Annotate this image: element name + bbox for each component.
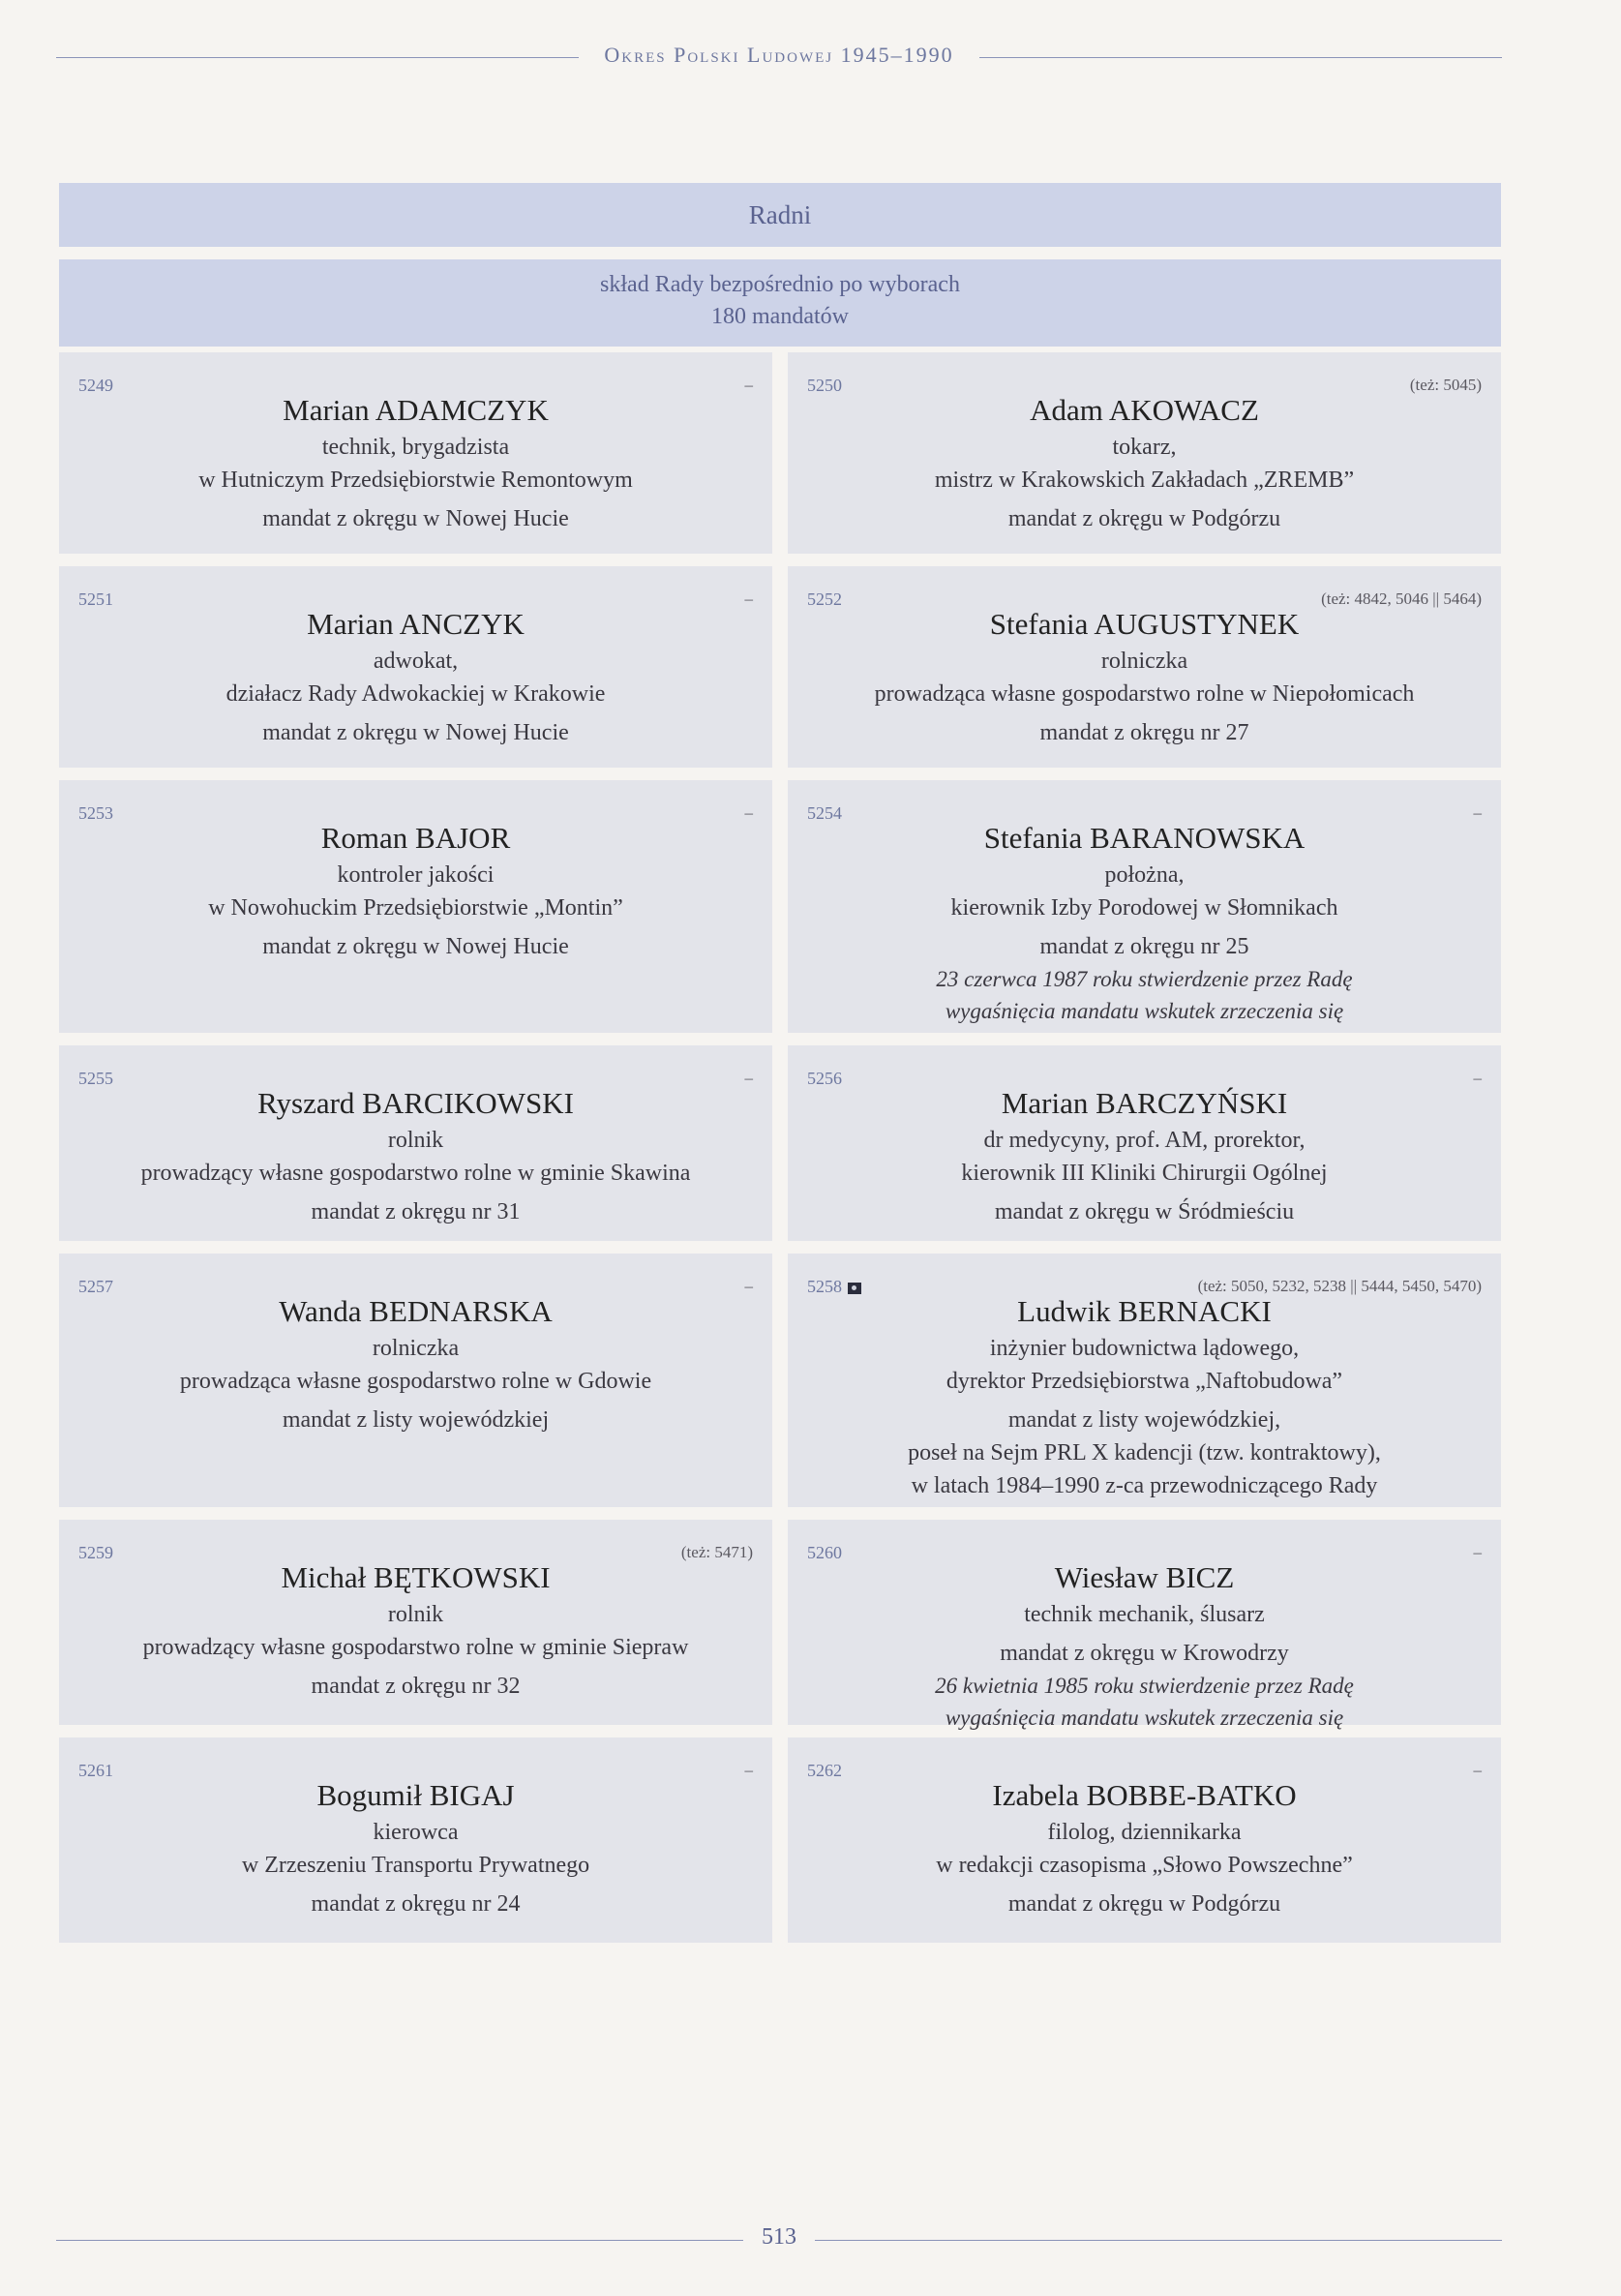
page-number: 513 bbox=[762, 2224, 796, 2250]
entry-number-text: 5250 bbox=[807, 376, 842, 395]
occupation-line: kontroler jakości bbox=[337, 862, 495, 888]
occupation-line: kierownik Izby Porodowej w Słomnikach bbox=[950, 895, 1338, 921]
entry-number-text: 5252 bbox=[807, 589, 842, 609]
entry-number-text: 5261 bbox=[78, 1761, 113, 1780]
mandate-info: mandat z okręgu nr 27 bbox=[1039, 720, 1249, 745]
occupation-line: kierowca bbox=[373, 1820, 459, 1845]
entry-number-text: 5259 bbox=[78, 1543, 113, 1562]
councillor-entry bbox=[788, 1737, 1501, 1943]
councillor-name: Ryszard BARCIKOWSKI bbox=[257, 1086, 574, 1120]
cross-reference: – bbox=[744, 589, 753, 608]
occupation-line: rolniczka bbox=[1100, 649, 1188, 674]
mandate-info: mandat z okręgu w Nowej Hucie bbox=[262, 720, 569, 745]
mandate-info: mandat z listy wojewódzkiej bbox=[282, 1407, 550, 1433]
cross-reference: – bbox=[744, 1761, 753, 1779]
councillor-name: Bogumił BIGAJ bbox=[316, 1778, 515, 1812]
mandate-note: wygaśnięcia mandatu wskutek zrzeczenia się bbox=[945, 1706, 1344, 1730]
occupation-line: technik mechanik, ślusarz bbox=[1024, 1602, 1265, 1627]
cross-reference: – bbox=[1473, 1761, 1482, 1779]
running-head-rule-right bbox=[979, 57, 1502, 58]
occupation-line: położna, bbox=[1104, 862, 1185, 888]
occupation-line: tokarz, bbox=[1112, 435, 1177, 460]
councillor-entry bbox=[59, 1254, 772, 1507]
mandate-info: mandat z okręgu w Śródmieściu bbox=[994, 1199, 1295, 1224]
councillor-name: Adam AKOWACZ bbox=[1030, 393, 1259, 427]
occupation-line: prowadząca własne gospodarstwo rolne w Niepołomicach bbox=[874, 681, 1415, 707]
occupation-line: kierownik III Kliniki Chirurgii Ogólnej bbox=[961, 1161, 1328, 1186]
councillor-name: Izabela BOBBE-BATKO bbox=[992, 1778, 1297, 1812]
extra-info-line: poseł na Sejm PRL X kadencji (tzw. kontraktowy), bbox=[908, 1440, 1381, 1465]
entry-number bbox=[78, 1277, 113, 1297]
councillor-grid bbox=[59, 352, 1501, 1955]
section-subtitle bbox=[59, 259, 1501, 347]
occupation-line: technik, brygadzista bbox=[321, 435, 510, 460]
councillor-name: Wiesław BICZ bbox=[1054, 1560, 1235, 1594]
occupation-line: filolog, dziennikarka bbox=[1047, 1820, 1242, 1845]
occupation-line: w Nowohuckim Przedsiębiorstwie „Montin” bbox=[208, 895, 623, 921]
footer-rule-right bbox=[815, 2240, 1502, 2241]
entry-number-text: 5249 bbox=[78, 376, 113, 395]
councillor-name: Stefania BARANOWSKA bbox=[983, 821, 1306, 855]
occupation-line: rolnik bbox=[387, 1128, 444, 1153]
entry-row bbox=[59, 1737, 1501, 1943]
councillor-entry bbox=[59, 566, 772, 768]
entry-number bbox=[807, 376, 842, 396]
entry-row bbox=[59, 352, 1501, 554]
entry-number bbox=[78, 1069, 113, 1089]
entry-number-text: 5258 bbox=[807, 1277, 842, 1296]
occupation-line: inżynier budownictwa lądowego, bbox=[989, 1336, 1300, 1361]
mandate-note: 23 czerwca 1987 roku stwierdzenie przez Radę bbox=[936, 967, 1353, 991]
entry-row bbox=[59, 780, 1501, 1033]
cross-reference: (też: 5045) bbox=[1409, 376, 1482, 394]
mandate-note: 26 kwietnia 1985 roku stwierdzenie przez Radę bbox=[935, 1674, 1354, 1698]
entry-number bbox=[78, 376, 113, 396]
occupation-line: prowadzący własne gospodarstwo rolne w gminie Siepraw bbox=[142, 1635, 689, 1660]
mandate-info: mandat z okręgu nr 24 bbox=[311, 1891, 521, 1917]
councillor-name: Stefania AUGUSTYNEK bbox=[989, 607, 1300, 641]
cross-reference: (też: 4842, 5046 || 5464) bbox=[1321, 589, 1482, 608]
cross-reference: – bbox=[1473, 1069, 1482, 1087]
mandate-info: mandat z okręgu w Krowodrzy bbox=[1000, 1641, 1289, 1666]
councillor-entry bbox=[788, 1520, 1501, 1730]
councillor-entry bbox=[788, 566, 1501, 768]
councillor-name: Marian BARCZYŃSKI bbox=[1001, 1086, 1288, 1120]
councillor-entry bbox=[59, 352, 772, 554]
mandate-info: mandat z okręgu w Nowej Hucie bbox=[262, 934, 569, 959]
running-head-title: Okres Polski Ludowej 1945–1990 bbox=[604, 43, 954, 67]
councillor-name: Marian ANCZYK bbox=[307, 607, 525, 641]
mandate-info: mandat z okręgu w Podgórzu bbox=[1007, 506, 1281, 531]
occupation-line: mistrz w Krakowskich Zakładach „ZREMB” bbox=[934, 468, 1355, 493]
occupation-line: dyrektor Przedsiębiorstwa „Naftobudowa” bbox=[946, 1369, 1343, 1394]
entry-number bbox=[807, 1069, 842, 1089]
councillor-entry bbox=[788, 780, 1501, 1033]
councillor-name: Wanda BEDNARSKA bbox=[279, 1294, 553, 1328]
section-title-text: Radni bbox=[748, 200, 812, 229]
cross-reference: (też: 5050, 5232, 5238 || 5444, 5450, 5470) bbox=[1197, 1277, 1482, 1295]
mandate-info: mandat z okręgu w Podgórzu bbox=[1007, 1891, 1281, 1917]
councillor-entry bbox=[59, 1045, 772, 1241]
page-footer bbox=[56, 2224, 1502, 2253]
entry-number-text: 5255 bbox=[78, 1069, 113, 1088]
occupation-line: w Hutniczym Przedsiębiorstwie Remontowym bbox=[198, 468, 633, 493]
entry-number-text: 5260 bbox=[807, 1543, 842, 1562]
mandate-info: mandat z okręgu nr 25 bbox=[1039, 934, 1249, 959]
entry-number bbox=[807, 1277, 861, 1297]
cross-reference: – bbox=[744, 1277, 753, 1295]
occupation-line: rolnik bbox=[387, 1602, 444, 1627]
entry-number-text: 5251 bbox=[78, 589, 113, 609]
extra-info-line: w latach 1984–1990 z-ca przewodniczącego Rady bbox=[911, 1473, 1378, 1498]
councillor-entry bbox=[788, 352, 1501, 554]
occupation-line: adwokat, bbox=[373, 649, 459, 674]
running-head bbox=[56, 43, 1502, 72]
photo-icon bbox=[848, 1283, 861, 1294]
occupation-line: działacz Rady Adwokackiej w Krakowie bbox=[225, 681, 606, 707]
mandate-info: mandat z okręgu w Nowej Hucie bbox=[262, 506, 569, 531]
cross-reference: – bbox=[744, 376, 753, 394]
councillor-name: Ludwik BERNACKI bbox=[1017, 1294, 1272, 1328]
councillor-entry bbox=[59, 780, 772, 1033]
entry-number-text: 5262 bbox=[807, 1761, 842, 1780]
entry-number bbox=[807, 1761, 842, 1781]
occupation-line: rolniczka bbox=[372, 1336, 460, 1361]
councillor-entry bbox=[59, 1737, 772, 1943]
cross-reference: – bbox=[1473, 1543, 1482, 1561]
occupation-line: prowadzący własne gospodarstwo rolne w gminie Skawina bbox=[140, 1161, 691, 1186]
mandate-info: mandat z okręgu nr 32 bbox=[311, 1674, 521, 1699]
occupation-line: w redakcji czasopisma „Słowo Powszechne” bbox=[936, 1853, 1353, 1878]
entry-number bbox=[807, 589, 842, 610]
councillor-entry bbox=[59, 1520, 772, 1725]
councillor-name: Roman BAJOR bbox=[320, 821, 511, 855]
entry-number bbox=[78, 1543, 113, 1563]
cross-reference: – bbox=[744, 1069, 753, 1087]
mandate-info: mandat z listy wojewódzkiej, bbox=[1007, 1407, 1281, 1433]
cross-reference: – bbox=[744, 803, 753, 822]
entry-number-text: 5257 bbox=[78, 1277, 113, 1296]
entry-number bbox=[807, 803, 842, 824]
occupation-line: w Zrzeszeniu Transportu Prywatnego bbox=[241, 1853, 590, 1878]
entry-number bbox=[78, 1761, 113, 1781]
subtitle-line-2: 180 mandatów bbox=[711, 304, 849, 329]
councillor-entry bbox=[788, 1045, 1501, 1241]
entry-number-text: 5254 bbox=[807, 803, 842, 823]
cross-reference: – bbox=[1473, 803, 1482, 822]
section-title bbox=[59, 183, 1501, 247]
cross-reference: (też: 5471) bbox=[680, 1543, 753, 1561]
entry-number bbox=[78, 803, 113, 824]
councillor-name: Michał BĘTKOWSKI bbox=[281, 1560, 551, 1594]
entry-number bbox=[807, 1543, 842, 1563]
occupation-line: dr medycyny, prof. AM, prorektor, bbox=[983, 1128, 1306, 1153]
entry-row bbox=[59, 566, 1501, 768]
entry-row bbox=[59, 1520, 1501, 1730]
occupation-line: prowadząca własne gospodarstwo rolne w Gdowie bbox=[179, 1369, 652, 1394]
entry-number bbox=[78, 589, 113, 610]
councillor-name: Marian ADAMCZYK bbox=[283, 393, 549, 427]
mandate-info: mandat z okręgu nr 31 bbox=[311, 1199, 521, 1224]
entry-row bbox=[59, 1254, 1501, 1507]
councillor-entry bbox=[788, 1254, 1501, 1507]
mandate-note: wygaśnięcia mandatu wskutek zrzeczenia się bbox=[945, 999, 1344, 1023]
entry-row bbox=[59, 1045, 1501, 1241]
subtitle-line-1: skład Rady bezpośrednio po wyborach bbox=[600, 272, 960, 297]
entry-number-text: 5253 bbox=[78, 803, 113, 823]
entry-number-text: 5256 bbox=[807, 1069, 842, 1088]
